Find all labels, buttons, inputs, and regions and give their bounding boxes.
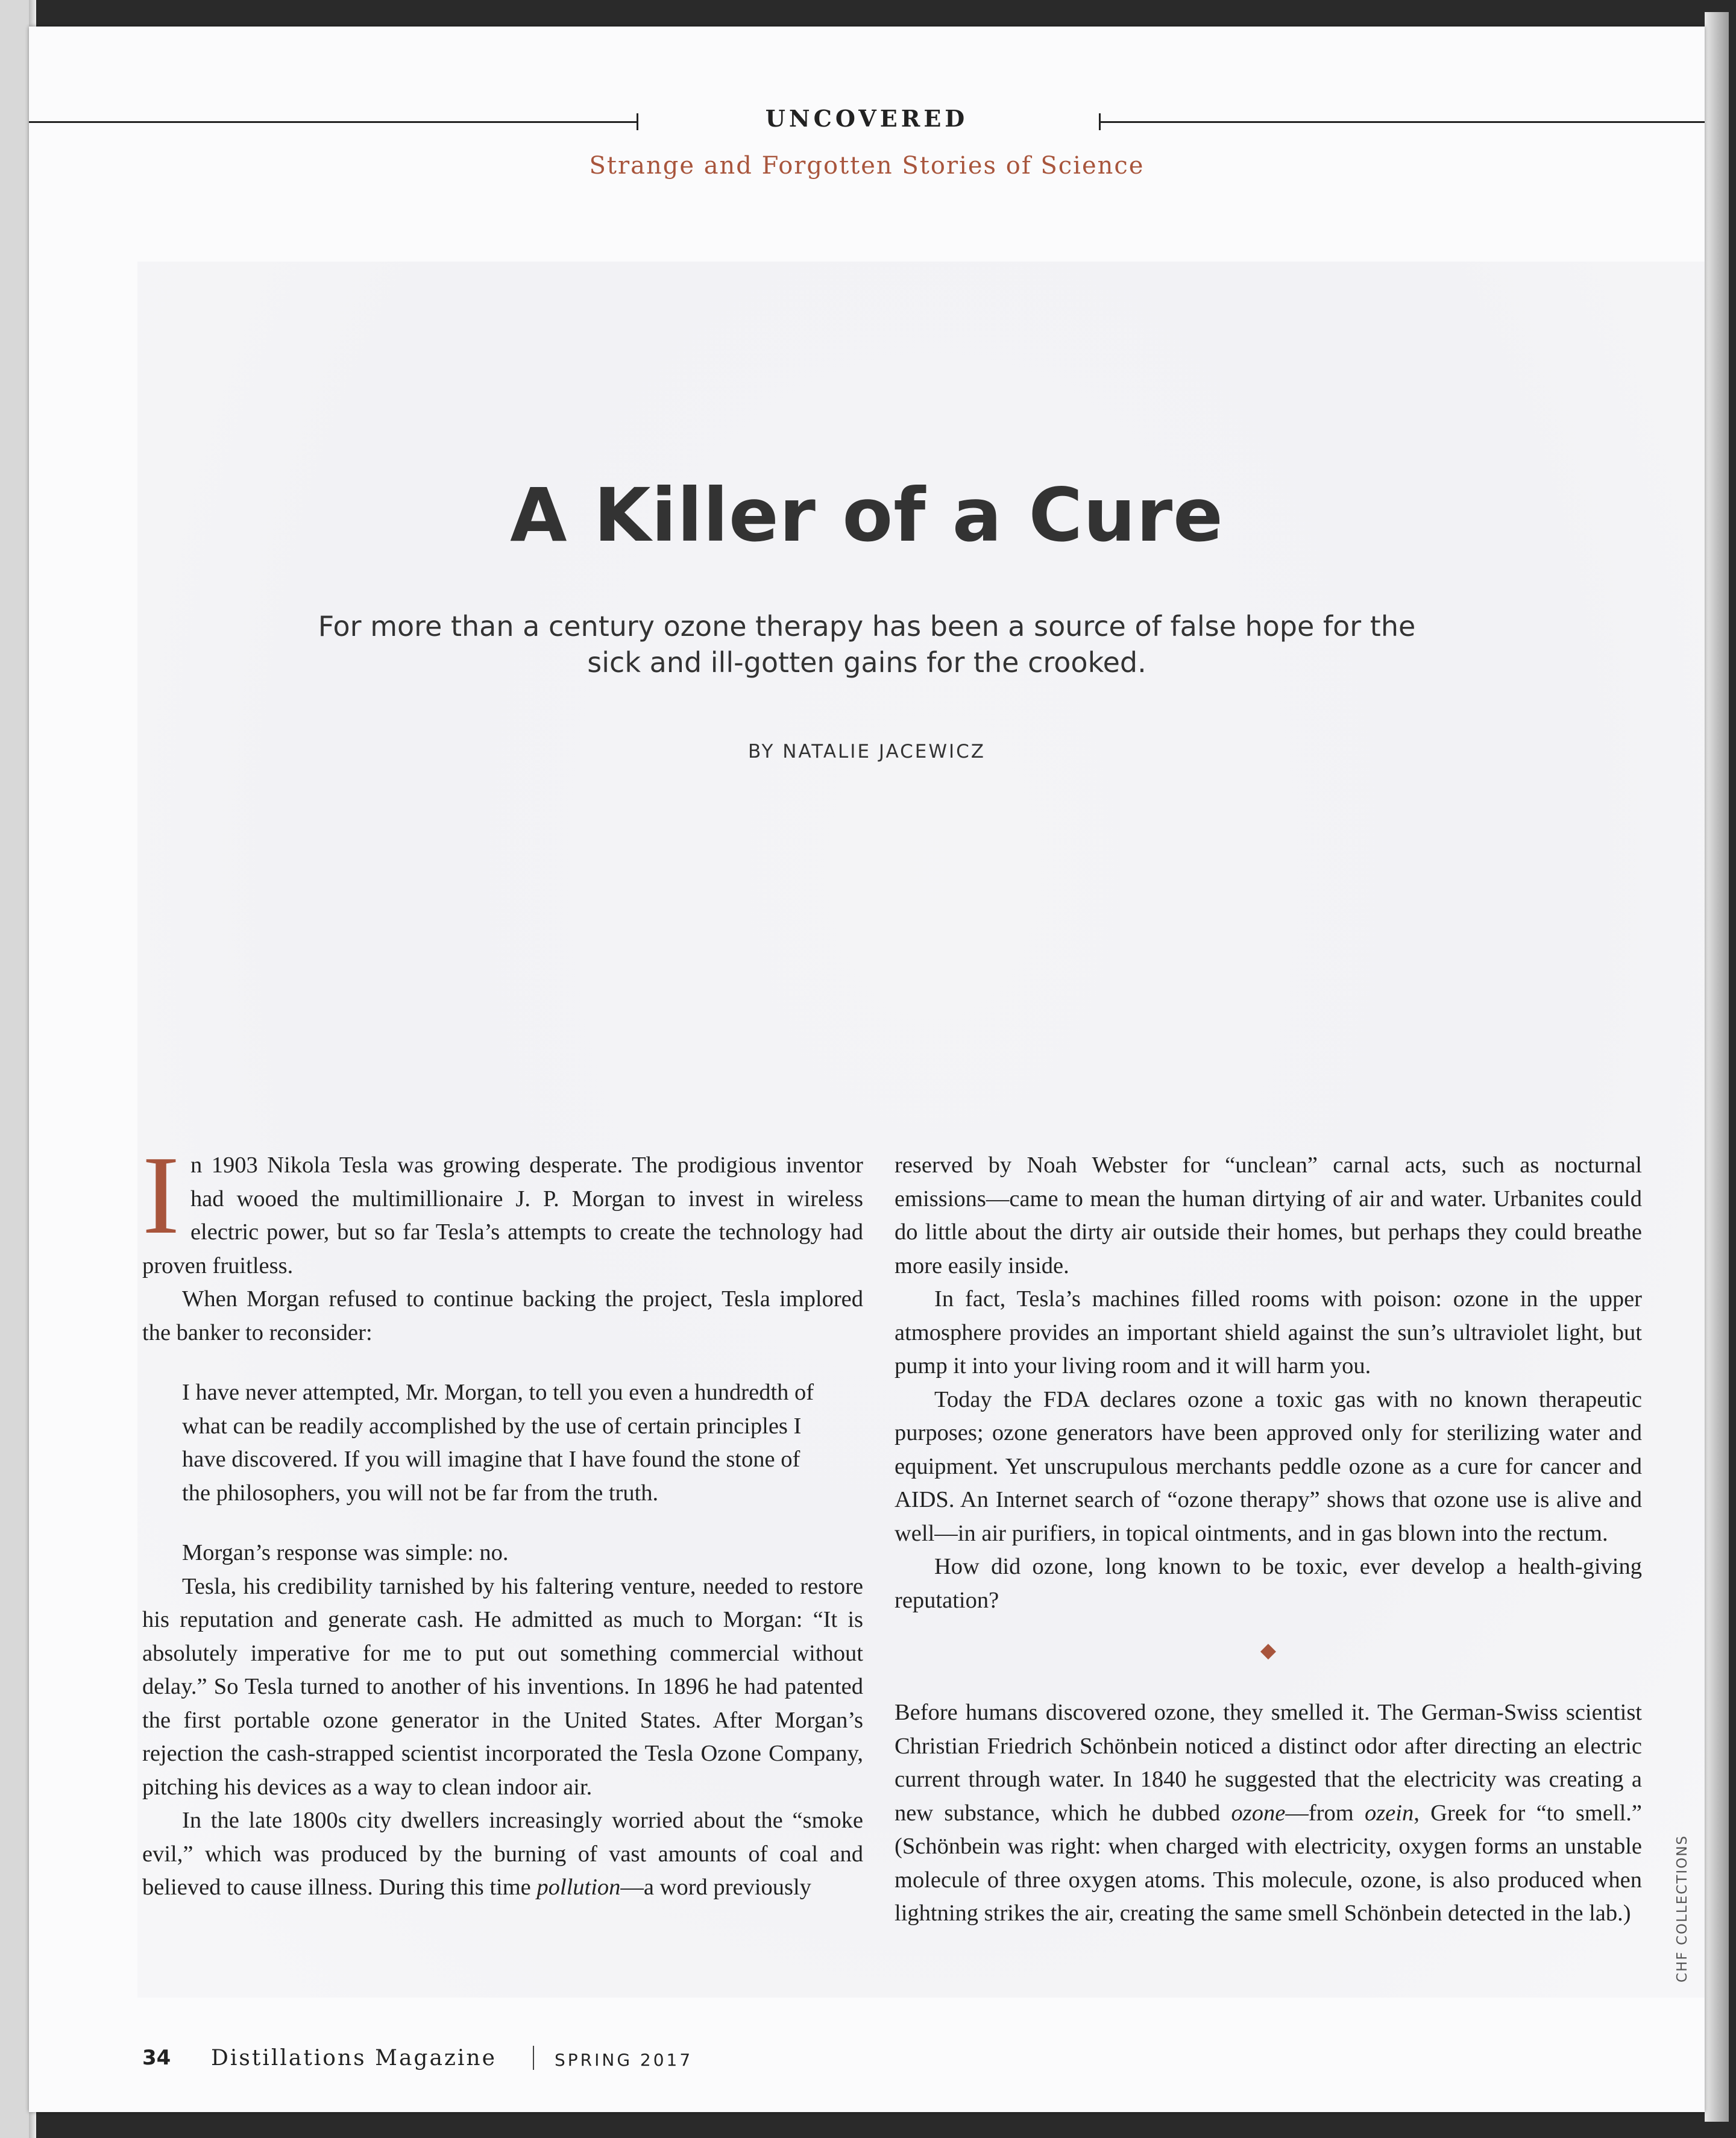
paragraph-10-text-a: Before humans discovered ozone, they smelled it. The German-Swiss scientist Christian Friedrich Schönbein noticed a distinct odor after directing an electric current through water. In 1840 he suggested that the electricity was creating a new substance, which he dubbed: [895, 1700, 1642, 1826]
article-title: A Killer of a Cure: [510, 473, 1224, 558]
paragraph-7: In fact, Tesla’s machines filled rooms with poison: ozone in the upper atmosphere provides an important shield against the sun’s ultraviolet light, but pump it into your living room and it will harm you.: [895, 1286, 1642, 1379]
section-label: UNCOVERED: [765, 105, 969, 132]
magazine-name: Distillations Magazine: [211, 2046, 497, 2070]
paragraph-1-text: n 1903 Nikola Tesla was growing desperate. The prodigious inventor had wooed the multimillionaire J. P. Morgan to invest in wireless electric power, but so far Tesla’s attempts to create the technology had proven fruitless.: [142, 1152, 863, 1278]
column-right: [895, 1149, 1642, 1931]
page-number: 34: [142, 2046, 171, 2070]
article-byline: BY NATALIE JACEWICZ: [747, 741, 986, 762]
paragraph-5: [142, 1804, 863, 1905]
paragraph-8: Today the FDA declares ozone a toxic gas with no known therapeutic purposes; ozone generators have been approved only for sterilizing water and equipment. Yet unscrupulous merchants peddle ozone as a cure for cancer and AIDS. An Internet search of “ozone therapy” shows that ozone use is alive and well—in air purifiers, in topical ointments, and in gas blown into the rectum.: [895, 1386, 1642, 1546]
paragraph-6: reserved by Noah Webster for “unclean” carnal acts, such as nocturnal emissions—came to mean the human dirtying of air and water. Urbanites could do little about the dirty air outside their homes, but perhaps they could breathe more easily inside.: [895, 1152, 1642, 1278]
paragraph-10-emphasis-ozein: ozein: [1364, 1800, 1414, 1826]
paragraph-10-text-b: —from: [1285, 1800, 1365, 1826]
footer-divider: [533, 2046, 534, 2070]
drop-cap: I: [142, 1133, 180, 1257]
paragraph-10-emphasis-ozone: ozone: [1231, 1800, 1286, 1826]
scan-right-edge: [1705, 12, 1729, 2122]
paragraph-4: Tesla, his credibility tarnished by his faltering venture, needed to restore his reputation and generate cash. He admitted as much to Morgan: “It is absolutely imperative for me to put out something commercial without delay.” So Tesla turned to another of his inventions. In 1896 he had patented the first portable ozone generator in the United States. After Morgan’s rejection the cash-strapped scientist incorporated the Tesla Ozone Company, pitching his devices as a way to clean indoor air.: [142, 1573, 863, 1800]
section-subtitle: Strange and Forgotten Stories of Science: [589, 152, 1145, 180]
paragraph-9: How did ozone, long known to be toxic, ever develop a health-giving reputation?: [895, 1554, 1642, 1613]
paragraph-3: Morgan’s response was simple: no.: [182, 1540, 509, 1565]
article-deck: For more than a century ozone therapy has been a source of false hope for the sick and ill-gotten gains for the crooked.: [318, 610, 1416, 679]
issue-date: SPRING 2017: [555, 2050, 693, 2070]
paragraph-10: [895, 1696, 1642, 1931]
photo-credit: CHF COLLECTIONS: [1675, 1834, 1690, 1982]
paragraph-5-text-a: In the late 1800s city dwellers increasingly worried about the “smoke evil,” which was produced by the burning of vast amounts of coal and believed to cause illness. During this time: [142, 1808, 863, 1900]
column-left: [142, 1133, 863, 1905]
paragraph-2: When Morgan refused to continue backing the project, Tesla implored the banker to reconsider:: [142, 1286, 863, 1345]
paragraph-5-emphasis: pollution: [536, 1875, 621, 1900]
block-quote: I have never attempted, Mr. Morgan, to tell you even a hundredth of what can be readily accomplished by the use of certain principles I have discovered. If you will imagine that I have found the stone of the philosophers, you will not be far from the truth.: [182, 1380, 814, 1506]
magazine-page: [29, 27, 1705, 2112]
section-break-ornament: ◆: [1260, 1640, 1277, 1662]
paragraph-1: [142, 1133, 863, 1283]
paragraph-5-text-b: —a word previously: [620, 1875, 811, 1900]
paragraph-10-text-c: , Greek for “to smell.” (Schönbein was right: when charged with electricity, oxygen forms an unstable molecule of three oxygen atoms. This molecule, ozone, is also produced when lightning strikes the air, creating the same smell Schönbein detected in the lab.): [895, 1800, 1642, 1926]
